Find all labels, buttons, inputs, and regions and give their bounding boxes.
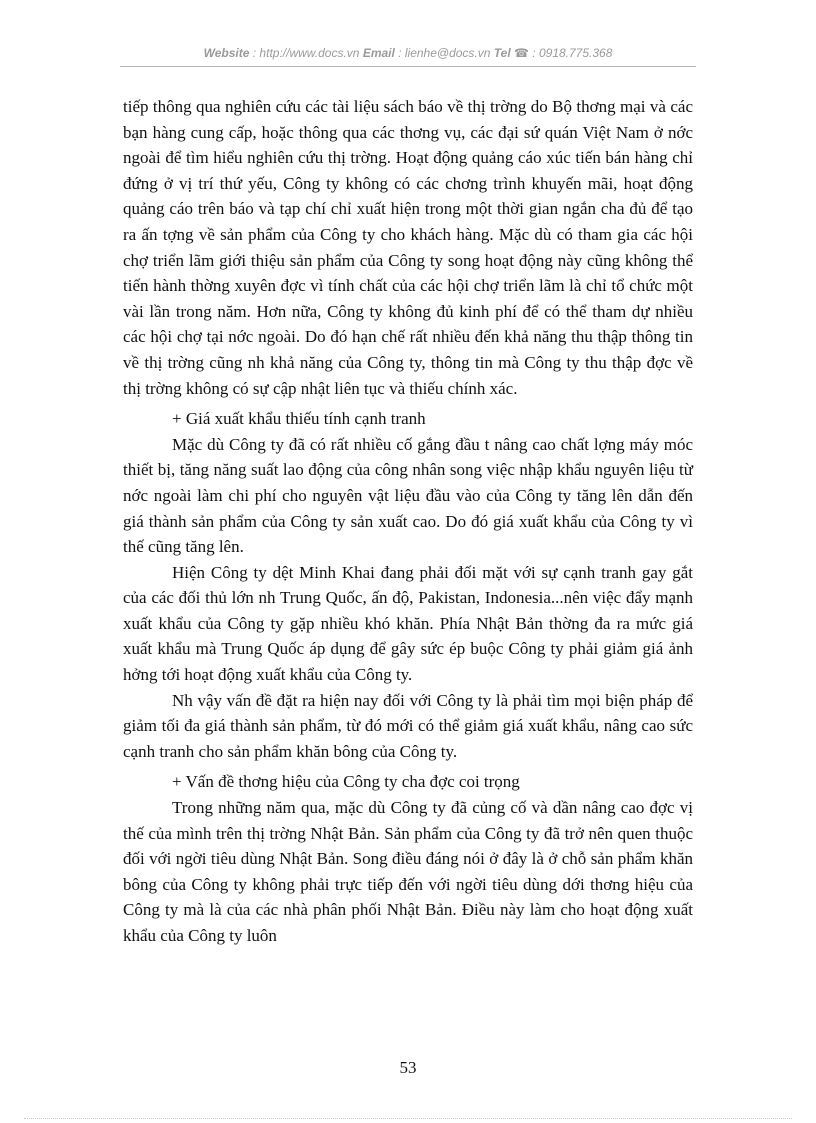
- page-bottom-border: [24, 1118, 792, 1119]
- tel-value: : 0918.775.368: [532, 46, 613, 60]
- website-value: : http://www.docs.vn: [252, 46, 360, 60]
- page-number: 53: [399, 1058, 417, 1077]
- paragraph-brand: Trong những năm qua, mặc dù Công ty đã củng cố và dần nâng cao đợc vị thế của mình trên thị trờng Nhật Bản. Sản phẩm của Công ty đã trở nên quen thuộc đối với ngời tiêu dùng Nhật Bản. Song điều đáng nói ở đây là ở chỗ sản phẩm khăn bông của Công ty không phải trực tiếp đến với ngời tiêu dùng dới thơng hiệu của Công ty mà là của các nhà phân phối Nhật Bản. Điều này làm cho hoạt động xuất khẩu của Công ty luôn: [123, 798, 693, 945]
- tel-label: Tel ☎: [493, 46, 529, 60]
- paragraph-production-cost: Mặc dù Công ty đã có rất nhiều cố gắng đầu t nâng cao chất lợng máy móc thiết bị, tăng năng suất lao động của công nhân song việc nhập khẩu nguyên liệu từ nớc ngoài làm chi phí cho nguyên vật liệu đầu vào của Công ty tăng lên dẫn đến giá thành sản phẩm của Công ty sản xuất cao. Do đó giá xuất khẩu của Công ty vì thế cũng tăng lên.: [123, 434, 693, 557]
- paragraph-cost-reduction: Nh vậy vấn đề đặt ra hiện nay đối với Công ty là phải tìm mọi biện pháp để giảm tối đa giá thành sản phẩm, từ đó mới có thể giảm giá xuất khẩu, nâng cao sức cạnh tranh cho sản phẩm khăn bông của Công ty.: [123, 690, 693, 761]
- paragraph-market-research: tiếp thông qua nghiên cứu các tài liệu sách báo về thị trờng do Bộ thơng mại và các bạn hàng cung cấp, hoặc thông qua các thơng vụ, các đại sứ quán Việt Nam ở nớc ngoài để tìm hiểu nghiên cứu thị trờng. Hoạt động quảng cáo xúc tiến bán hàng chỉ đứng ở vị trí thứ yếu, Công ty không có các chơng trình khuyến mãi, hoạt động quảng cáo trên báo và tạp chí chỉ xuất hiện trong một thời gian ngắn cha đủ để tạo ra ấn tợng về sản phẩm của Công ty cho khách hàng. Mặc dù có tham gia các hội chợ triển lãm giới thiệu sản phẩm của Công ty song hoạt động này cũng không thể tiến hành thờng xuyên đợc vì tính chất của các hội chợ triển lãm là chỉ tổ chức một vài lần trong năm. Hơn nữa, Công ty không đủ kinh phí để có thể tham dự nhiều các hội chợ tại nớc ngoài. Do đó hạn chế rất nhiều đến khả năng thu thập thông tin về thị trờng cũng nh khả năng của Công ty, thông tin mà Công ty thu thập đợc về thị trờng không có sự cập nhật liên tục và thiếu chính xác.: [123, 97, 693, 398]
- page-header: [120, 46, 696, 60]
- website-label: Website: [203, 46, 250, 60]
- email-value: : lienhe@docs.vn: [398, 46, 491, 60]
- heading-export-price: + Giá xuất khẩu thiếu tính cạnh tranh: [172, 409, 426, 429]
- email-label: Email: [362, 46, 395, 60]
- heading-brand-issue: + Vấn đề thơng hiệu của Công ty cha đợc coi trọng: [172, 772, 520, 792]
- paragraph-competition: Hiện Công ty dệt Minh Khai đang phải đối mặt với sự cạnh tranh gay gắt của các đối thủ lớn nh Trung Quốc, ấn độ, Pakistan, Indonesia...nên việc đẩy mạnh xuất khẩu của Công ty gặp nhiều khó khăn. Phía Nhật Bản thờng đa ra mức giá xuất khẩu mà Trung Quốc áp dụng để gây sức ép buộc Công ty phải giảm giá ảnh hởng tới hoạt động xuất khẩu của Công ty.: [123, 562, 693, 685]
- document-body: [123, 94, 693, 949]
- header-divider: [120, 66, 696, 67]
